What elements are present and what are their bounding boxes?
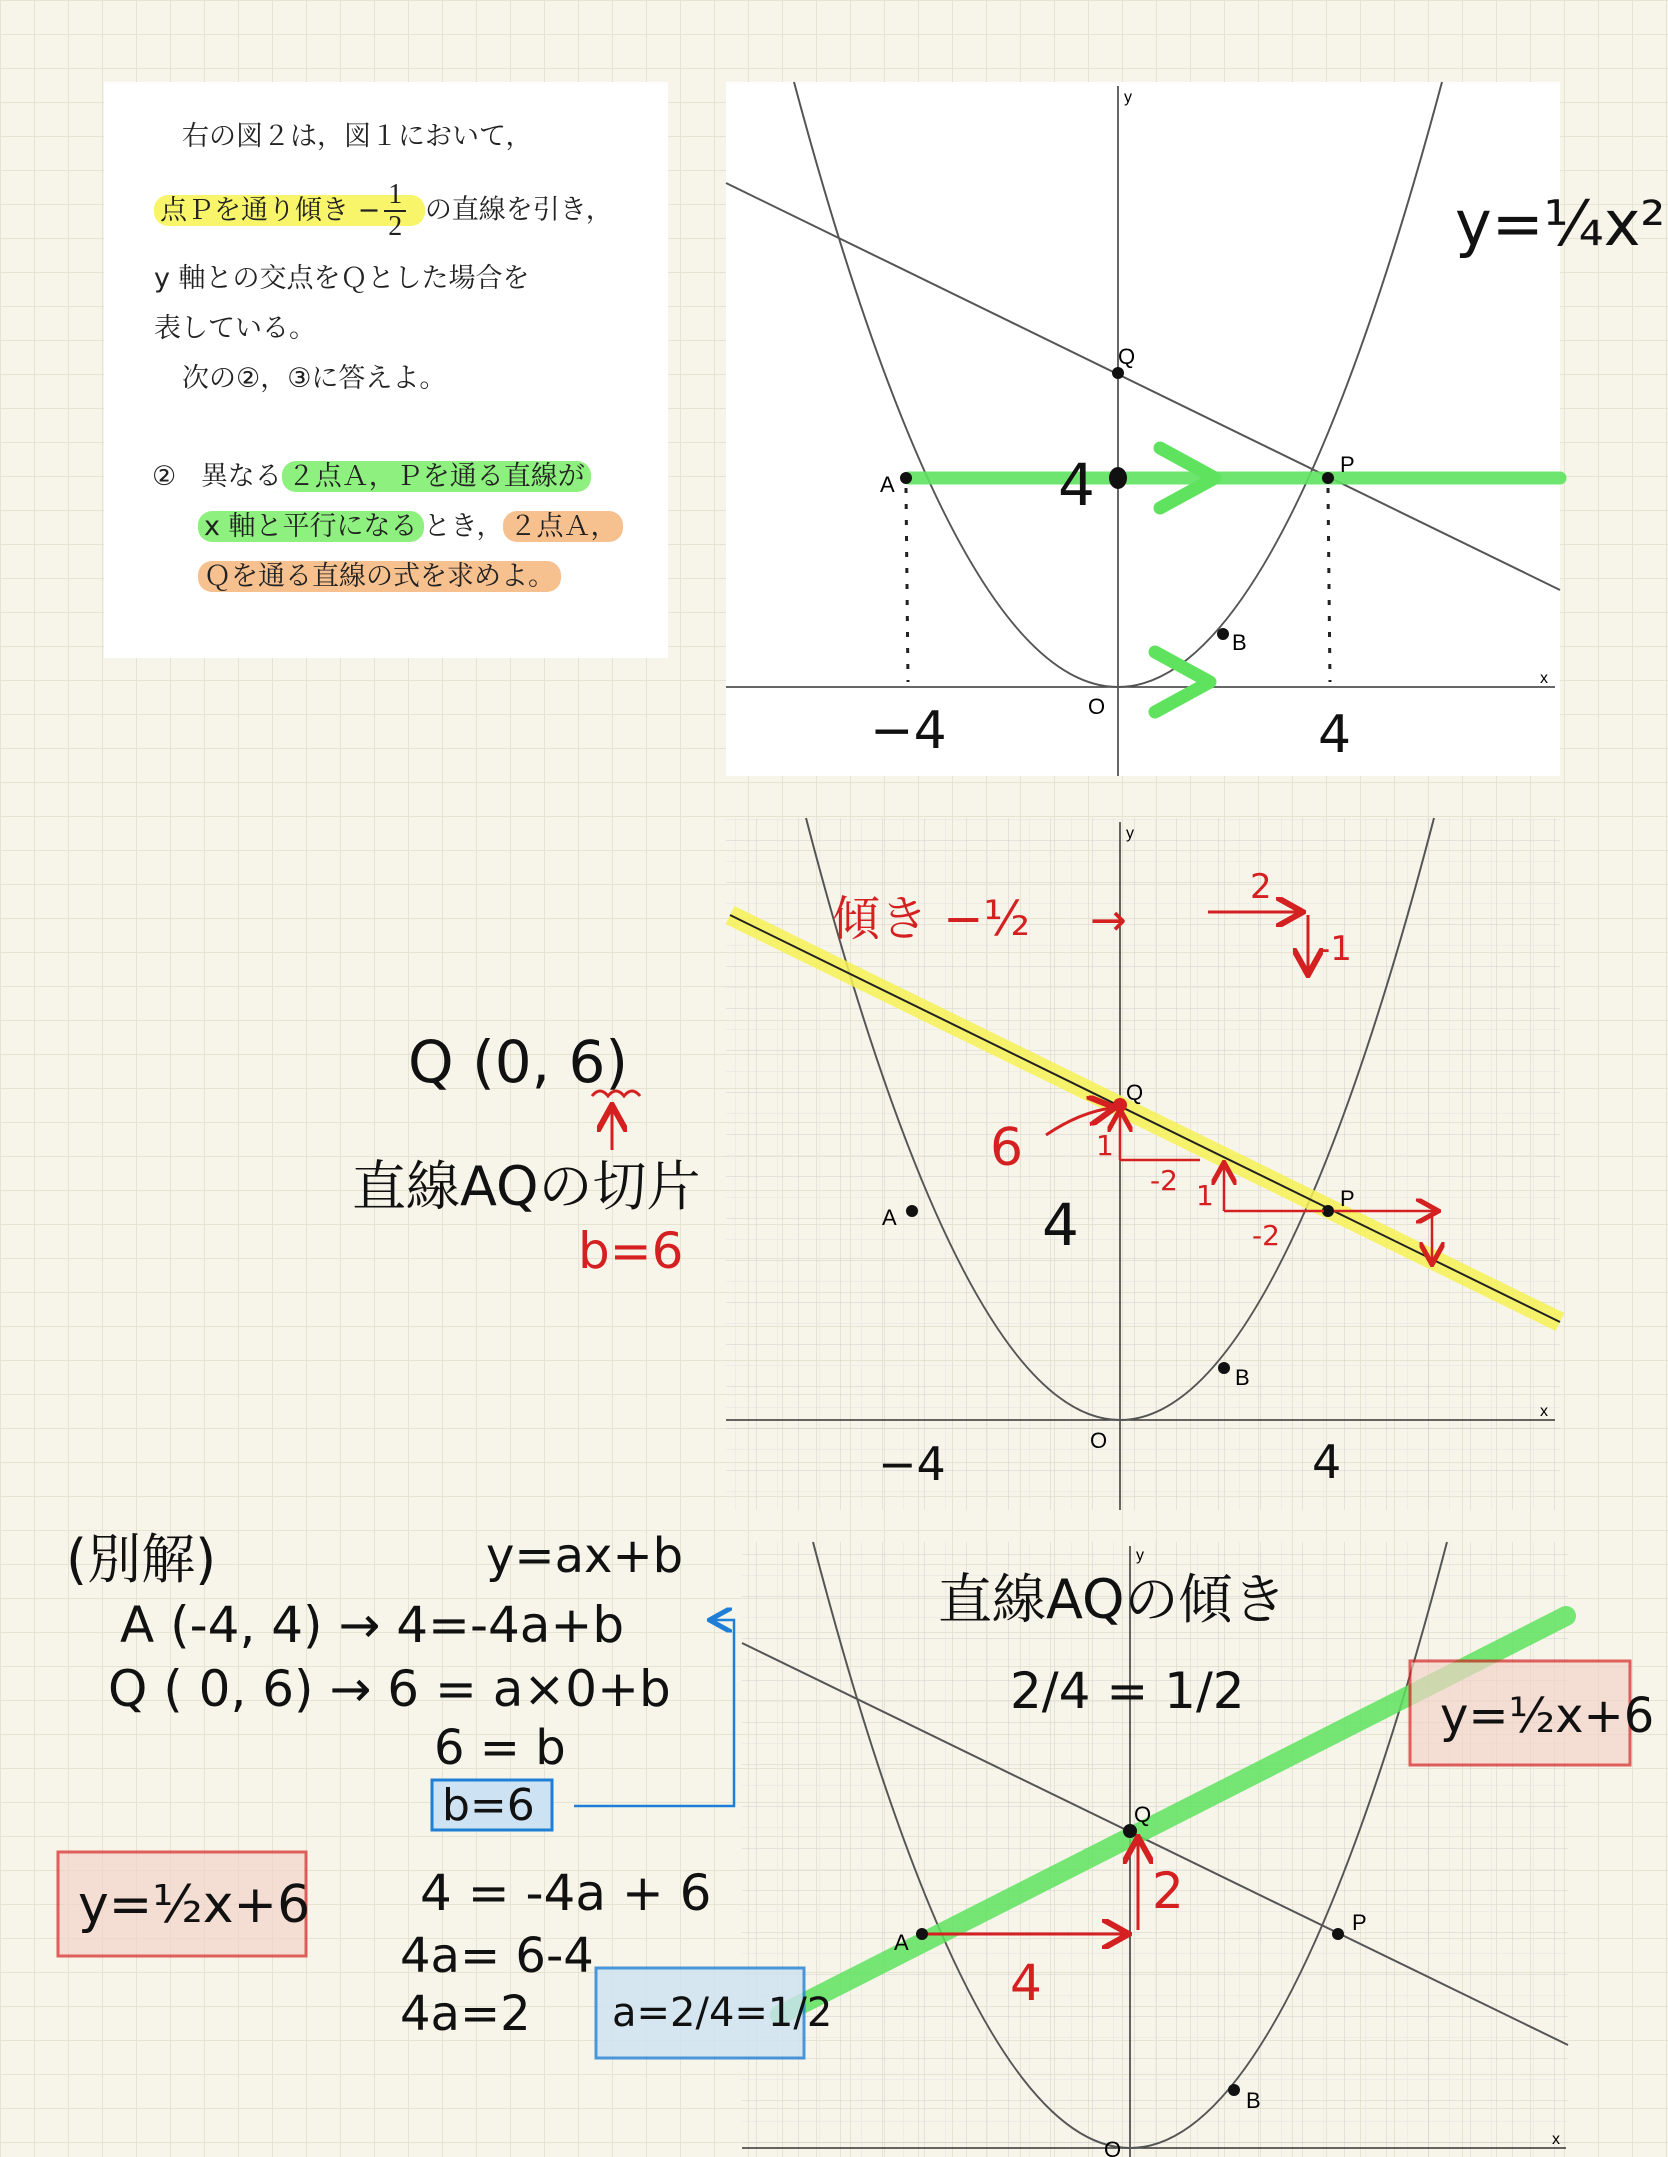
graph-2-point-q: [1113, 1098, 1127, 1112]
graph-3: [742, 1542, 1654, 2157]
intercept-notes: [352, 1028, 701, 1280]
graph-2-note-1b: 1: [1196, 1179, 1214, 1212]
graph-3-point-a: [916, 1928, 928, 1940]
q2-mid: とき，: [423, 511, 504, 542]
alt-boxed-answer: y=½x+6: [78, 1875, 311, 1935]
graph-3-label-q: Q: [1134, 1802, 1152, 1827]
graph-2-note-1a: 1: [1096, 1129, 1114, 1162]
slope-sign: −: [357, 194, 381, 226]
problem-line-2-tail: の直線を引き，: [424, 194, 613, 226]
graph-3-note-2: 2: [1152, 1862, 1184, 1920]
graph-2-point-a: [906, 1205, 918, 1217]
graph-2-note-m1: -1: [1318, 929, 1352, 969]
alt-sub1: 4 = -4a + 6: [420, 1864, 712, 1922]
graph-1-label-q: Q: [1118, 344, 1136, 369]
graph-3-note-4: 4: [1010, 1954, 1042, 2012]
note-q-point: Q (0, 6): [408, 1028, 629, 1096]
graph-1-background: [726, 82, 1560, 776]
alt-general-eq: y=ax+b: [486, 1528, 684, 1584]
problem-line-5: 次の②，③に答えよ。: [182, 363, 447, 394]
alt-line-a: A (-4, 4) → 4=-4a+b: [120, 1596, 625, 1654]
graph-2-label-y: y: [1126, 825, 1134, 842]
alt-solution: [58, 1528, 832, 2058]
q2-highlight-1: ２点Ａ，Ｐを通る直線が: [282, 461, 591, 492]
graph-1-label-b: B: [1232, 630, 1247, 655]
graph-1-label-y: y: [1124, 89, 1132, 106]
graph-1-note-function: y=¼x²: [1455, 187, 1666, 260]
slope-numerator: 1: [384, 180, 406, 212]
graph-3-point-b: [1228, 2084, 1240, 2096]
graph-2-note-2: 2: [1250, 867, 1272, 907]
graph-2-note-m2a: -2: [1150, 1164, 1178, 1197]
graph-1-note-4: 4: [1058, 451, 1095, 519]
q2-highlight-2: x 軸と平行になる: [198, 511, 424, 542]
alt-boxed-a: a=2/4=1/2: [612, 1990, 833, 2036]
graph-1-label-o: O: [1088, 694, 1106, 719]
problem-line-1: 右の図２は，図１において，: [182, 121, 533, 152]
graph-1-point-p: [1322, 472, 1334, 484]
q2-highlight-4: Ｑを通る直線の式を求めよ。: [198, 561, 561, 592]
graph-2-label-b: B: [1235, 1365, 1250, 1390]
graph-2-note-slope: 傾き −½: [832, 891, 1031, 947]
graph-3-answer: y=½x+6: [1440, 1688, 1655, 1744]
graph-3-label-y: y: [1136, 1547, 1144, 1564]
graph-2-note-4: 4: [1042, 1191, 1079, 1259]
note-intercept: 直線AQの切片: [352, 1155, 701, 1218]
graph-3-label-x: x: [1552, 2131, 1560, 2148]
graph-1-label-x: x: [1540, 670, 1548, 687]
graph-1-point-b: [1217, 628, 1229, 640]
alt-title: (別解): [66, 1528, 217, 1591]
graph-2-label-q: Q: [1126, 1080, 1144, 1105]
q2-highlight-3: ２点Ａ，: [503, 511, 623, 542]
graph-1-note-neg4: −4: [870, 701, 947, 761]
graph-1: [726, 82, 1665, 776]
graph-1-point-y4: [1109, 467, 1127, 489]
graph-1-label-p: P: [1340, 452, 1355, 477]
alt-line-b: 6 = b: [434, 1720, 566, 1776]
graph-3-label-p: P: [1352, 1910, 1367, 1935]
alt-sub2: 4a= 6-4: [400, 1928, 594, 1984]
graph-2-label-p: P: [1340, 1186, 1355, 1211]
graph-2-label-a: A: [882, 1205, 897, 1230]
graph-3-fraction-eq: 2/4 = 1/2: [1010, 1662, 1245, 1720]
q2-mark: ②: [152, 461, 177, 492]
graph-3-grid: [742, 1542, 1568, 2157]
problem-line-3: y 軸との交点をＱとした場合を: [154, 263, 530, 294]
graph-2-note-pos4: 4: [1312, 1435, 1342, 1489]
graph-2-note-arrow: →: [1090, 895, 1127, 946]
slope-denominator: 2: [388, 211, 403, 242]
graph-1-point-a: [900, 472, 912, 484]
graph-3-label-b: B: [1246, 2088, 1261, 2113]
alt-sub3: 4a=2: [400, 1986, 531, 2042]
graph-1-label-a: A: [880, 472, 895, 497]
graph-3-label-o: O: [1104, 2137, 1122, 2157]
graph-2-point-b: [1218, 1362, 1230, 1374]
graph-2: [726, 818, 1560, 1510]
q2-pre: 異なる: [200, 461, 282, 492]
graph-3-title: 直線AQの傾き: [938, 1568, 1287, 1631]
graph-1-note-pos4: 4: [1318, 705, 1352, 765]
graph-2-note-neg4: −4: [878, 1437, 946, 1491]
alt-boxed-b: b=6: [442, 1780, 535, 1831]
graph-2-note-6: 6: [990, 1118, 1024, 1178]
graph-2-note-m2b: -2: [1252, 1219, 1280, 1252]
graph-2-label-o: O: [1090, 1428, 1108, 1453]
note-b-value: b=6: [578, 1222, 684, 1280]
alt-line-q: Q ( 0, 6) → 6 = a×0+b: [108, 1660, 671, 1718]
graph-3-point-p: [1332, 1928, 1344, 1940]
problem-line-2-text: 点Ｐを通り傾き: [160, 194, 349, 226]
problem-line-4: 表している。: [154, 313, 316, 344]
graph-3-label-a: A: [894, 1930, 909, 1955]
graph-2-label-x: x: [1540, 1403, 1548, 1420]
